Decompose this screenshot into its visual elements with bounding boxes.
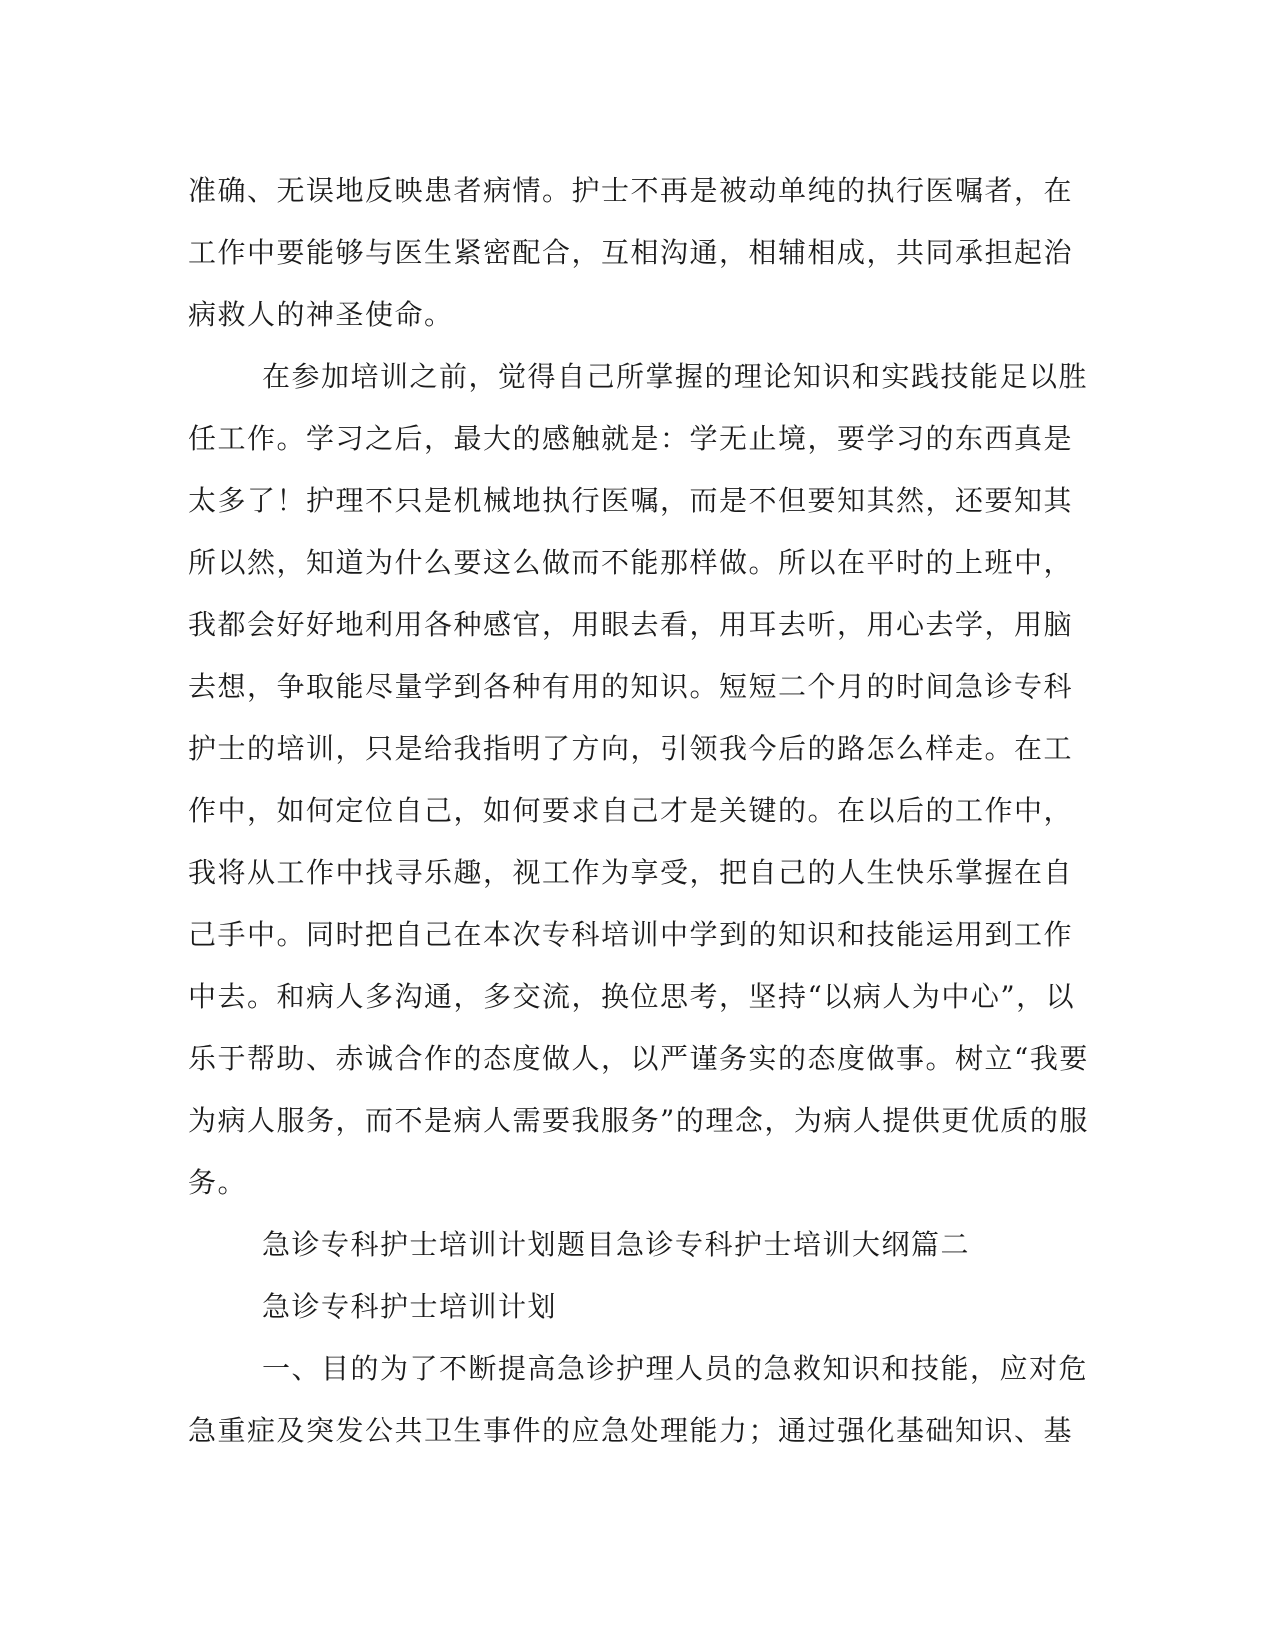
text-line: 我都会好好地利用各种感官，用眼去看，用耳去听，用心去学，用脑	[188, 608, 1074, 641]
text-line: 我将从工作中找寻乐趣，视工作为享受，把自己的人生快乐掌握在自	[188, 856, 1074, 889]
text-line: 在参加培训之前，觉得自己所掌握的理论知识和实践技能足以胜	[262, 360, 1089, 393]
text-line: 己手中。同时把自己在本次专科培训中学到的知识和技能运用到工作	[188, 918, 1074, 951]
text-line: 中去。和病人多沟通，多交流，换位思考，坚持“以病人为中心”，以	[188, 980, 1076, 1013]
text-line: 准确、无误地反映患者病情。护士不再是被动单纯的执行医嘱者，在	[188, 174, 1074, 207]
text-line: 病救人的神圣使命。	[188, 298, 454, 331]
text-line: 护士的培训，只是给我指明了方向，引领我今后的路怎么样走。在工	[188, 732, 1074, 765]
text-line: 一、目的为了不断提高急诊护理人员的急救知识和技能，应对危	[262, 1352, 1089, 1385]
text-line: 所以然，知道为什么要这么做而不能那样做。所以在平时的上班中，	[188, 546, 1074, 579]
section-subheading: 急诊专科护士培训计划	[262, 1290, 558, 1323]
section-heading: 急诊专科护士培训计划题目急诊专科护士培训大纲篇二	[262, 1228, 971, 1261]
text-line: 急重症及突发公共卫生事件的应急处理能力；通过强化基础知识、基	[188, 1414, 1074, 1447]
text-line: 去想，争取能尽量学到各种有用的知识。短短二个月的时间急诊专科	[188, 670, 1074, 703]
text-line: 作中，如何定位自己，如何要求自己才是关键的。在以后的工作中，	[188, 794, 1074, 827]
document-body	[188, 160, 1088, 1462]
text-line: 为病人服务，而不是病人需要我服务”的理念，为病人提供更优质的服	[188, 1104, 1089, 1137]
text-line: 工作中要能够与医生紧密配合，互相沟通，相辅相成，共同承担起治	[188, 236, 1074, 269]
text-line: 务。	[188, 1166, 248, 1199]
text-line: 太多了！护理不只是机械地执行医嘱，而是不但要知其然，还要知其	[188, 484, 1074, 517]
text-line: 任工作。学习之后，最大的感触就是：学无止境，要学习的东西真是	[188, 422, 1074, 455]
text-line: 乐于帮助、赤诚合作的态度做人，以严谨务实的态度做事。树立“我要	[188, 1042, 1089, 1075]
